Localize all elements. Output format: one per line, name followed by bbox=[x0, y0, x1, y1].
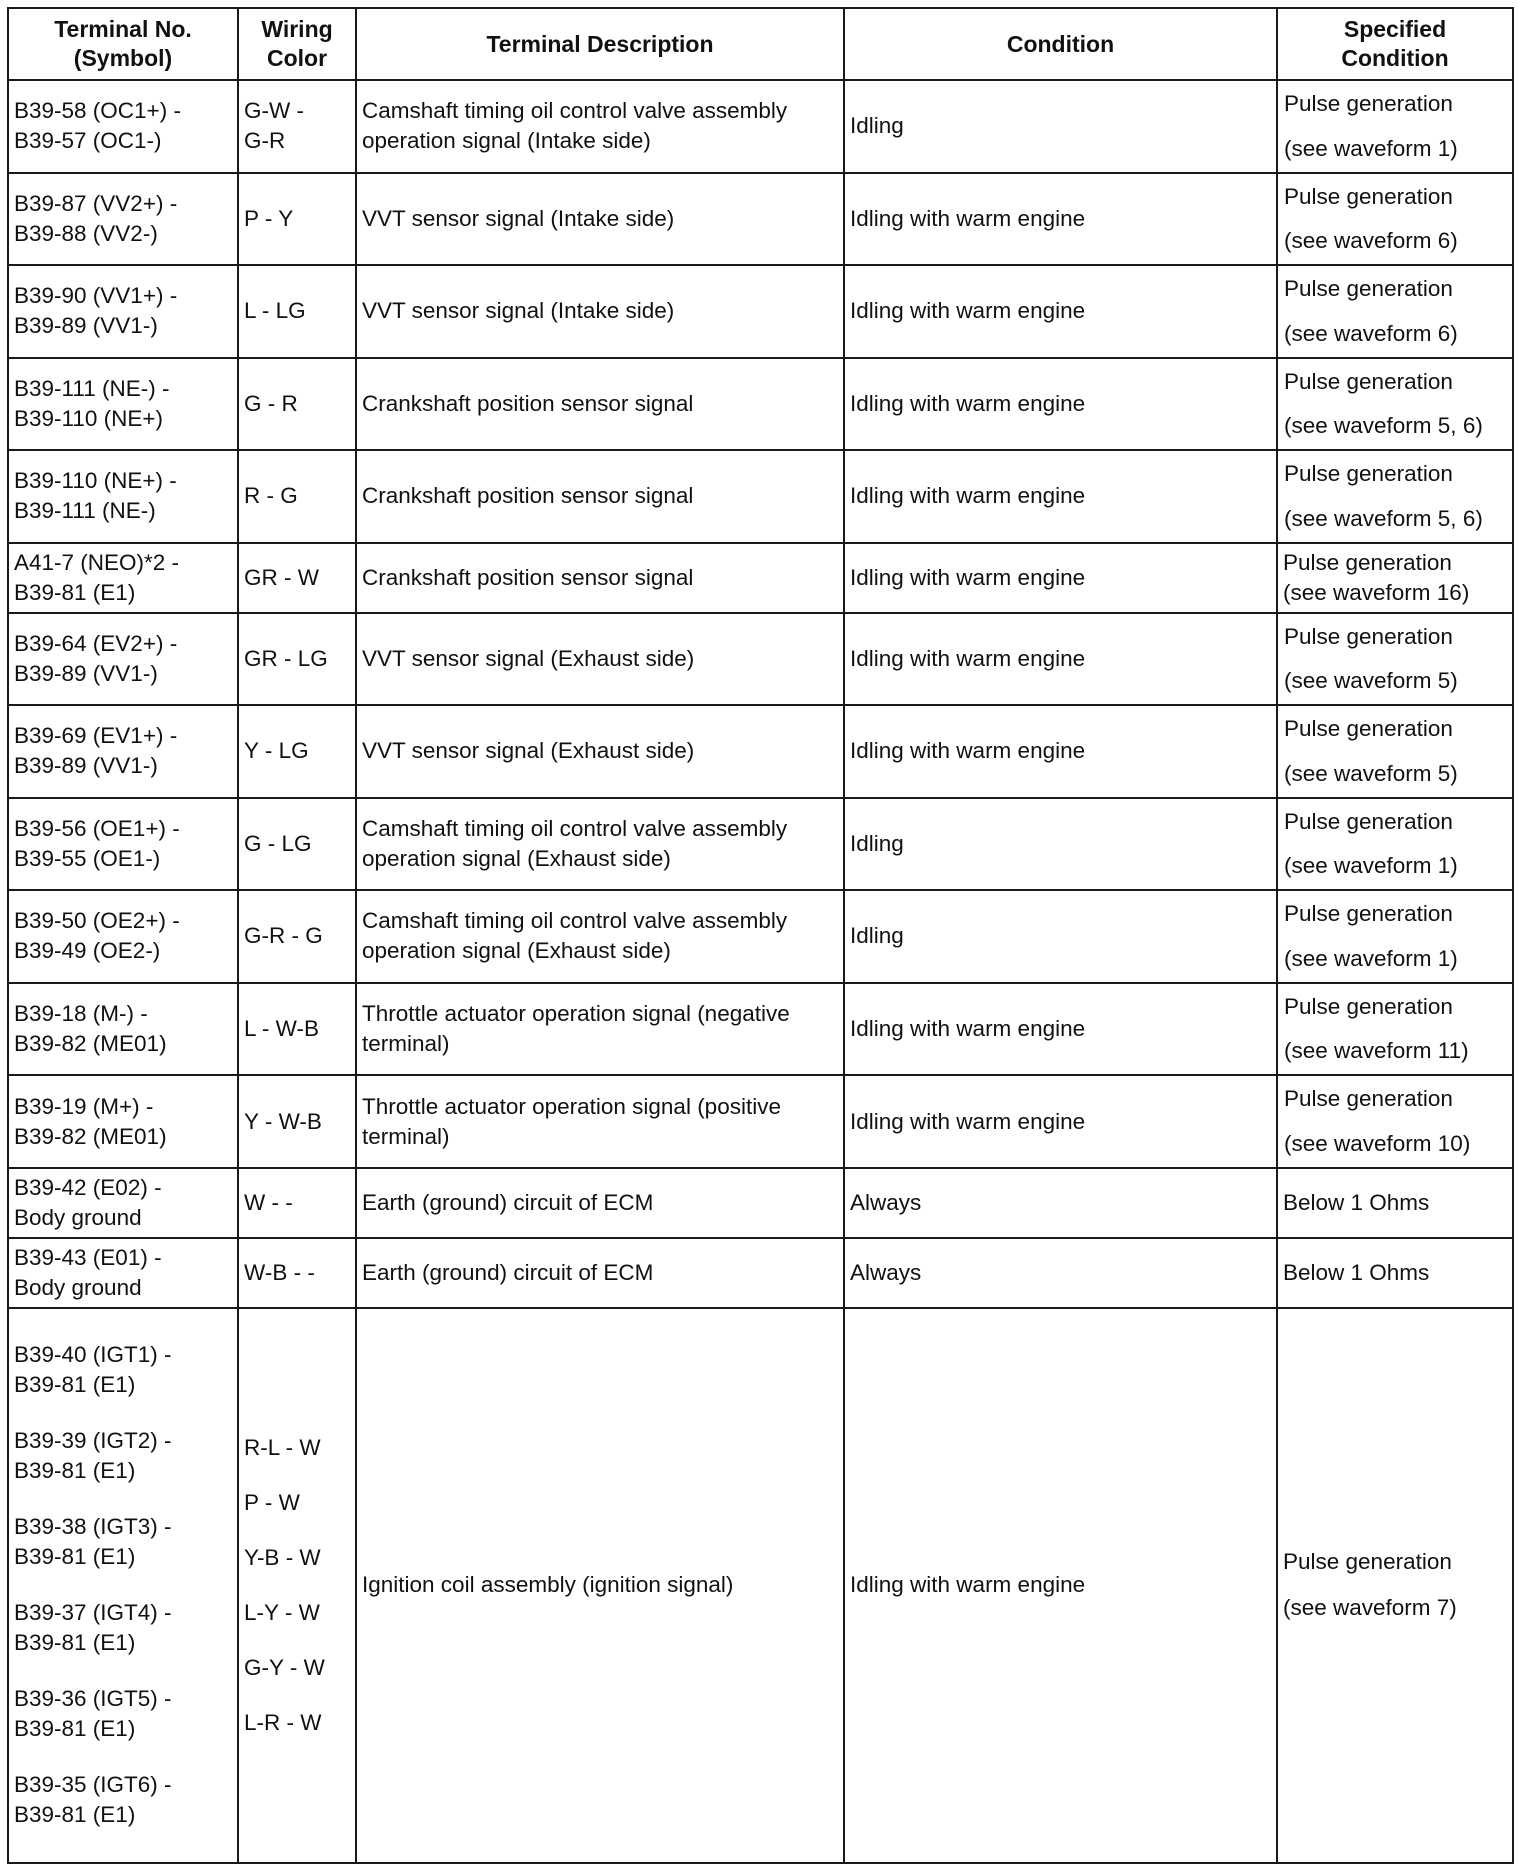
condition-cell: Idling with warm engine bbox=[844, 613, 1277, 706]
wiring-color-cell bbox=[238, 450, 356, 543]
terminal-line: B39-56 (OE1+) - bbox=[14, 815, 180, 841]
terminal-line: Body ground bbox=[14, 1274, 142, 1300]
wiring-line: L - LG bbox=[244, 298, 306, 324]
spec-line: Pulse generation bbox=[1284, 183, 1453, 209]
condition-cell: Idling with warm engine bbox=[844, 1308, 1277, 1863]
wiring-line: R - G bbox=[244, 483, 298, 509]
table-row bbox=[8, 80, 1513, 173]
terminal-description-cell: Earth (ground) circuit of ECM bbox=[356, 1238, 844, 1308]
table-row bbox=[8, 543, 1513, 613]
terminal-description-cell: Throttle actuator operation signal (negative terminal) bbox=[356, 983, 844, 1076]
table-row bbox=[8, 358, 1513, 451]
table-row bbox=[8, 705, 1513, 798]
specified-condition-cell bbox=[1277, 173, 1513, 266]
wiring-line: W-B - - bbox=[244, 1259, 315, 1285]
terminal-line: B39-69 (EV1+) - bbox=[14, 723, 178, 749]
table-row bbox=[8, 1168, 1513, 1238]
wiring-line: W - - bbox=[244, 1189, 293, 1215]
spec-line: Below 1 Ohms bbox=[1283, 1259, 1430, 1285]
terminal-spec-table bbox=[7, 7, 1514, 1864]
terminal-line: B39-111 (NE-) - bbox=[14, 375, 170, 401]
terminal-cell bbox=[8, 983, 238, 1076]
terminal-line: B39-87 (VV2+) - bbox=[14, 190, 178, 216]
specified-condition-cell bbox=[1277, 705, 1513, 798]
terminal-cell bbox=[8, 890, 238, 983]
terminal-pair: B39-38 (IGT3) - B39-81 (E1) bbox=[14, 1514, 172, 1570]
spec-line: Pulse generation bbox=[1284, 276, 1453, 302]
wiring-line: GR - LG bbox=[244, 645, 328, 671]
spec-line: (see waveform 6) bbox=[1284, 228, 1458, 254]
table-row bbox=[8, 983, 1513, 1076]
header-wiring-color: Wiring Color bbox=[238, 8, 356, 80]
condition-cell: Idling with warm engine bbox=[844, 265, 1277, 358]
wiring-color-cell bbox=[238, 1168, 356, 1238]
terminal-line: B39-42 (E02) - bbox=[14, 1174, 162, 1200]
wiring-color-cell bbox=[238, 358, 356, 451]
wiring-color-cell bbox=[238, 613, 356, 706]
wiring-line: G-W - bbox=[244, 98, 304, 124]
wiring-color-cell bbox=[238, 705, 356, 798]
spec-line: Pulse generation bbox=[1284, 368, 1453, 394]
wiring-line: P - Y bbox=[244, 205, 294, 231]
spec-line: (see waveform 1) bbox=[1284, 945, 1458, 971]
terminal-line: B39-64 (EV2+) - bbox=[14, 630, 178, 656]
terminal-line: B39-111 (NE-) bbox=[14, 498, 156, 524]
spec-line: Pulse generation bbox=[1283, 549, 1452, 575]
terminal-description-cell: VVT sensor signal (Exhaust side) bbox=[356, 613, 844, 706]
terminal-line: B39-110 (NE+) bbox=[14, 405, 164, 431]
wiring-color-cell bbox=[238, 265, 356, 358]
terminal-description-cell: VVT sensor signal (Intake side) bbox=[356, 265, 844, 358]
terminal-line: B39-49 (OE2-) bbox=[14, 938, 161, 964]
terminal-description-cell: Camshaft timing oil control valve assembly operation signal (Intake side) bbox=[356, 80, 844, 173]
spec-line: (see waveform 5, 6) bbox=[1284, 505, 1483, 531]
spec-line: (see waveform 16) bbox=[1283, 579, 1470, 605]
terminal-line: B39-19 (M+) - bbox=[14, 1093, 154, 1119]
terminal-line: B39-50 (OE2+) - bbox=[14, 908, 180, 934]
specified-condition-cell bbox=[1277, 1238, 1513, 1308]
terminal-cell bbox=[8, 1168, 238, 1238]
spec-line: (see waveform 6) bbox=[1284, 320, 1458, 346]
terminal-cell bbox=[8, 265, 238, 358]
terminal-cell bbox=[8, 1075, 238, 1168]
table-row bbox=[8, 265, 1513, 358]
specified-condition-cell bbox=[1277, 265, 1513, 358]
spec-line: (see waveform 5) bbox=[1284, 668, 1458, 694]
terminal-cell bbox=[8, 358, 238, 451]
terminal-line: B39-89 (VV1-) bbox=[14, 313, 158, 339]
table-row bbox=[8, 173, 1513, 266]
condition-cell: Idling bbox=[844, 798, 1277, 891]
terminal-line: B39-18 (M-) - bbox=[14, 1001, 148, 1026]
terminal-cell bbox=[8, 1238, 238, 1308]
spec-line: (see waveform 5, 6) bbox=[1284, 413, 1483, 439]
terminal-description-cell: Crankshaft position sensor signal bbox=[356, 543, 844, 613]
wiring-line: G - LG bbox=[244, 830, 312, 856]
specified-condition-cell: Pulse generation (see waveform 7) bbox=[1277, 1308, 1513, 1863]
table-body bbox=[8, 80, 1513, 1863]
condition-cell: Idling bbox=[844, 890, 1277, 983]
header-condition: Condition bbox=[844, 8, 1277, 80]
wiring-color-cell: R-L - W P - W Y-B - W L-Y - W G-Y - W L-R - W bbox=[238, 1308, 356, 1863]
specified-condition-cell bbox=[1277, 80, 1513, 173]
condition-cell: Idling with warm engine bbox=[844, 543, 1277, 613]
condition-cell: Idling with warm engine bbox=[844, 983, 1277, 1076]
wiring-line: Y - LG bbox=[244, 738, 309, 764]
terminal-line: B39-58 (OC1+) - bbox=[14, 98, 181, 124]
condition-cell: Idling with warm engine bbox=[844, 450, 1277, 543]
wiring-color-cell bbox=[238, 173, 356, 266]
terminal-line: B39-82 (ME01) bbox=[14, 1123, 167, 1149]
header-terminal-description: Terminal Description bbox=[356, 8, 844, 80]
terminal-description-cell: Crankshaft position sensor signal bbox=[356, 358, 844, 451]
header-terminal: Terminal No. (Symbol) bbox=[8, 8, 238, 80]
terminal-cell bbox=[8, 173, 238, 266]
terminal-cell bbox=[8, 1308, 238, 1863]
header-specified-condition: Specified Condition bbox=[1277, 8, 1513, 80]
wiring-color-cell bbox=[238, 1238, 356, 1308]
terminal-line: B39-89 (VV1-) bbox=[14, 753, 158, 779]
wiring-color-cell bbox=[238, 543, 356, 613]
spec-line: Pulse generation bbox=[1284, 808, 1453, 834]
terminal-line: B39-82 (ME01) bbox=[14, 1031, 167, 1056]
condition-cell: Idling bbox=[844, 80, 1277, 173]
wiring-color-cell bbox=[238, 80, 356, 173]
terminal-description-cell: Camshaft timing oil control valve assembly operation signal (Exhaust side) bbox=[356, 890, 844, 983]
specified-condition-cell bbox=[1277, 1168, 1513, 1238]
spec-line: Below 1 Ohms bbox=[1283, 1189, 1430, 1215]
specified-condition-cell bbox=[1277, 613, 1513, 706]
wiring-line: Y - W-B bbox=[244, 1108, 322, 1134]
spec-line: Pulse generation bbox=[1284, 716, 1453, 742]
wiring-line: GR - W bbox=[244, 564, 319, 590]
wiring-line: G-R bbox=[244, 128, 286, 154]
terminal-line: A41-7 (NEO)*2 - bbox=[14, 549, 180, 575]
spec-line: (see waveform 1) bbox=[1284, 135, 1458, 161]
table-row bbox=[8, 450, 1513, 543]
terminal-pair: B39-39 (IGT2) - B39-81 (E1) bbox=[14, 1428, 172, 1484]
specified-condition-cell bbox=[1277, 798, 1513, 891]
wiring-color-cell bbox=[238, 983, 356, 1076]
wiring-line: L - W-B bbox=[244, 1016, 320, 1041]
specified-condition-cell bbox=[1277, 358, 1513, 451]
terminal-cell bbox=[8, 80, 238, 173]
terminal-line: B39-57 (OC1-) bbox=[14, 128, 162, 154]
terminal-pair: B39-36 (IGT5) - B39-81 (E1) bbox=[14, 1686, 172, 1742]
spec-line: (see waveform 5) bbox=[1284, 760, 1458, 786]
spec-line: (see waveform 11) bbox=[1284, 1038, 1469, 1064]
wiring-line: G - R bbox=[244, 390, 298, 416]
spec-line: Pulse generation bbox=[1284, 91, 1453, 116]
spec-line: Pulse generation bbox=[1284, 461, 1453, 487]
terminal-line: B39-110 (NE+) - bbox=[14, 468, 177, 494]
specified-condition-cell bbox=[1277, 543, 1513, 613]
wiring-color-cell bbox=[238, 798, 356, 891]
spec-line: Pulse generation bbox=[1284, 1086, 1453, 1112]
terminal-description-cell: Camshaft timing oil control valve assembly operation signal (Exhaust side) bbox=[356, 798, 844, 891]
wiring-color-cell bbox=[238, 1075, 356, 1168]
condition-cell: Idling with warm engine bbox=[844, 358, 1277, 451]
table-row bbox=[8, 1075, 1513, 1168]
specified-condition-cell bbox=[1277, 450, 1513, 543]
condition-cell: Always bbox=[844, 1238, 1277, 1308]
condition-cell: Idling with warm engine bbox=[844, 705, 1277, 798]
terminal-description-cell: Crankshaft position sensor signal bbox=[356, 450, 844, 543]
spec-line: Pulse generation bbox=[1284, 993, 1453, 1019]
terminal-pair: B39-37 (IGT4) - B39-81 (E1) bbox=[14, 1600, 172, 1656]
table-row bbox=[8, 890, 1513, 983]
terminal-line: B39-90 (VV1+) - bbox=[14, 283, 178, 309]
spec-line: (see waveform 1) bbox=[1284, 853, 1458, 879]
spec-line: Pulse generation bbox=[1284, 901, 1453, 927]
wiring-color-cell bbox=[238, 890, 356, 983]
terminal-description-cell: VVT sensor signal (Intake side) bbox=[356, 173, 844, 266]
terminal-cell bbox=[8, 543, 238, 613]
terminal-cell bbox=[8, 798, 238, 891]
terminal-description-cell: VVT sensor signal (Exhaust side) bbox=[356, 705, 844, 798]
condition-cell: Idling with warm engine bbox=[844, 173, 1277, 266]
terminal-line: B39-89 (VV1-) bbox=[14, 660, 158, 686]
terminal-description-cell: Earth (ground) circuit of ECM bbox=[356, 1168, 844, 1238]
condition-cell: Idling with warm engine bbox=[844, 1075, 1277, 1168]
terminal-pair: B39-35 (IGT6) - B39-81 (E1) bbox=[14, 1772, 172, 1828]
table-row-ignition bbox=[8, 1308, 1513, 1863]
terminal-line: Body ground bbox=[14, 1204, 142, 1230]
table-row bbox=[8, 798, 1513, 891]
terminal-line: B39-55 (OE1-) bbox=[14, 845, 161, 871]
terminal-pair: B39-40 (IGT1) - B39-81 (E1) bbox=[14, 1342, 172, 1398]
condition-cell: Always bbox=[844, 1168, 1277, 1238]
terminal-cell bbox=[8, 705, 238, 798]
terminal-cell bbox=[8, 613, 238, 706]
specified-condition-cell bbox=[1277, 890, 1513, 983]
terminal-line: B39-81 (E1) bbox=[14, 579, 136, 605]
spec-line: Pulse generation bbox=[1284, 623, 1453, 649]
terminal-line: B39-88 (VV2-) bbox=[14, 220, 158, 246]
terminal-line: B39-43 (E01) - bbox=[14, 1244, 162, 1270]
table-row bbox=[8, 613, 1513, 706]
terminal-description-cell: Ignition coil assembly (ignition signal) bbox=[356, 1308, 844, 1863]
spec-line: (see waveform 10) bbox=[1284, 1130, 1471, 1156]
specified-condition-cell bbox=[1277, 983, 1513, 1076]
terminal-cell bbox=[8, 450, 238, 543]
terminal-description-cell: Throttle actuator operation signal (positive terminal) bbox=[356, 1075, 844, 1168]
wiring-line: G-R - G bbox=[244, 923, 323, 949]
header-row bbox=[8, 8, 1513, 80]
table-row bbox=[8, 1238, 1513, 1308]
specified-condition-cell bbox=[1277, 1075, 1513, 1168]
